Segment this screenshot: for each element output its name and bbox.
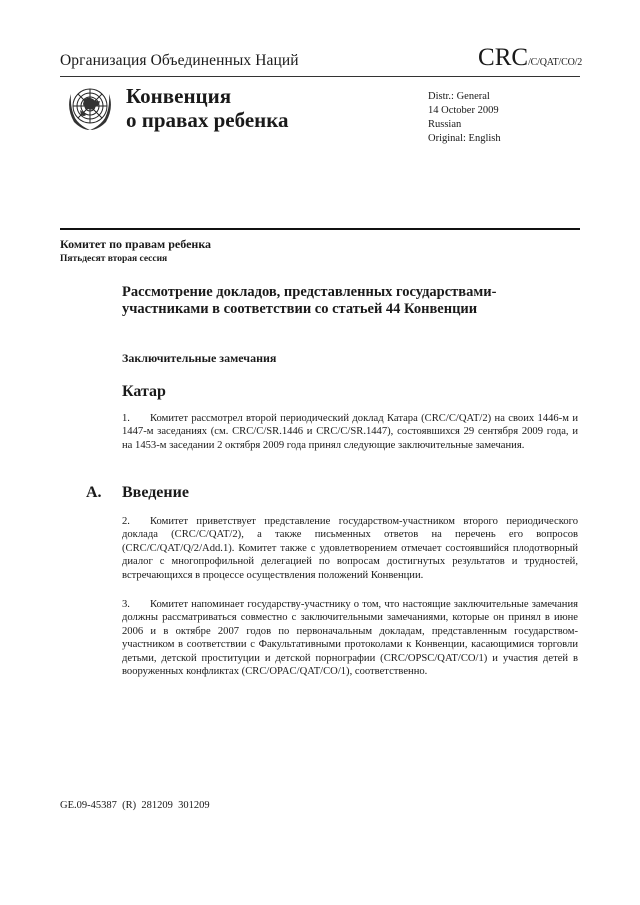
convention-title-line1: Конвенция [126,84,232,108]
document-symbol-main: CRC [478,44,529,71]
session-name: Пятьдесят вторая сессия [60,254,168,264]
paragraph-3 [122,598,578,678]
distribution-type: Distr.: General [428,91,490,102]
paragraph-1 [122,412,578,452]
paragraph-number: 2. [122,516,130,527]
convention-title-line2: о правах ребенка [126,108,289,132]
document-date: 14 October 2009 [428,105,499,116]
job-number: GE.09-45387 (R) 281209 301209 [60,800,210,811]
paragraph-number: 1. [122,413,130,424]
document-language: Russian [428,119,462,130]
section-letter: A. [86,484,102,501]
original-language: Original: English [428,133,501,144]
paragraph-text: Комитет напоминает государству-участнику о том, что настоящие заключительные замечания должны рассматриваться совместно с заключительными замечаниями, которые он принял в июне 2006 и в октябре 2007 годов по первоначальным докладам, представленным государством-участником в соответствии с Факультативными протоколами к Конвенции, касающимися торговли детьми, детской проституции и детской порнографии (CRC/OPSC/QAT/CO/1) и участия детей в вооруженных конфликтах (CRC/OPAC/QAT/CO/1), соответственно. [122,599,578,678]
document-symbol [478,44,582,77]
distribution-block [428,90,501,146]
section-title: Введение [122,484,189,501]
paragraph-number: 3. [122,599,130,610]
observations-title: Заключительные замечания [122,351,277,365]
un-emblem-icon [62,80,118,136]
convention-title [126,84,289,132]
paragraph-2 [122,515,578,582]
country-heading: Катар [122,383,166,400]
organization-name: Организация Объединенных Наций [60,52,299,69]
report-title: Рассмотрение докладов, представленных государствами-участниками в соответствии со статьей 44 Конвенции [122,284,497,317]
document-symbol-sub: /C/QAT/CO/2 [528,57,582,68]
section-divider [60,228,580,230]
committee-name: Комитет по правам ребенка [60,237,212,251]
paragraph-text: Комитет рассмотрел второй периодический доклад Катара (CRC/C/QAT/2) на своих 1446-м и 1447-м заседаниях (см. CRC/C/SR.1446 и CRC/C/SR.1447), состоявшихся 29 сентября 2009 года, и на 1453-м заседании 2 октября 2009 года принял следующие заключительные замечания. [122,413,578,451]
paragraph-text: Комитет приветствует представление государством-участником второго периодического доклада (CRC/C/QAT/2), а также письменных ответов на перечень его вопросов (CRC/C/QAT/Q/2/Add.1). Комитет также с удовлетворением отмечает состоявшийся плодотворный диалог с многопрофильной делегацией по вопросам достигнутых результатов и трудностей, встречающихся в процессе осуществления положений Конвенции. [122,516,578,581]
header-divider [60,76,580,77]
